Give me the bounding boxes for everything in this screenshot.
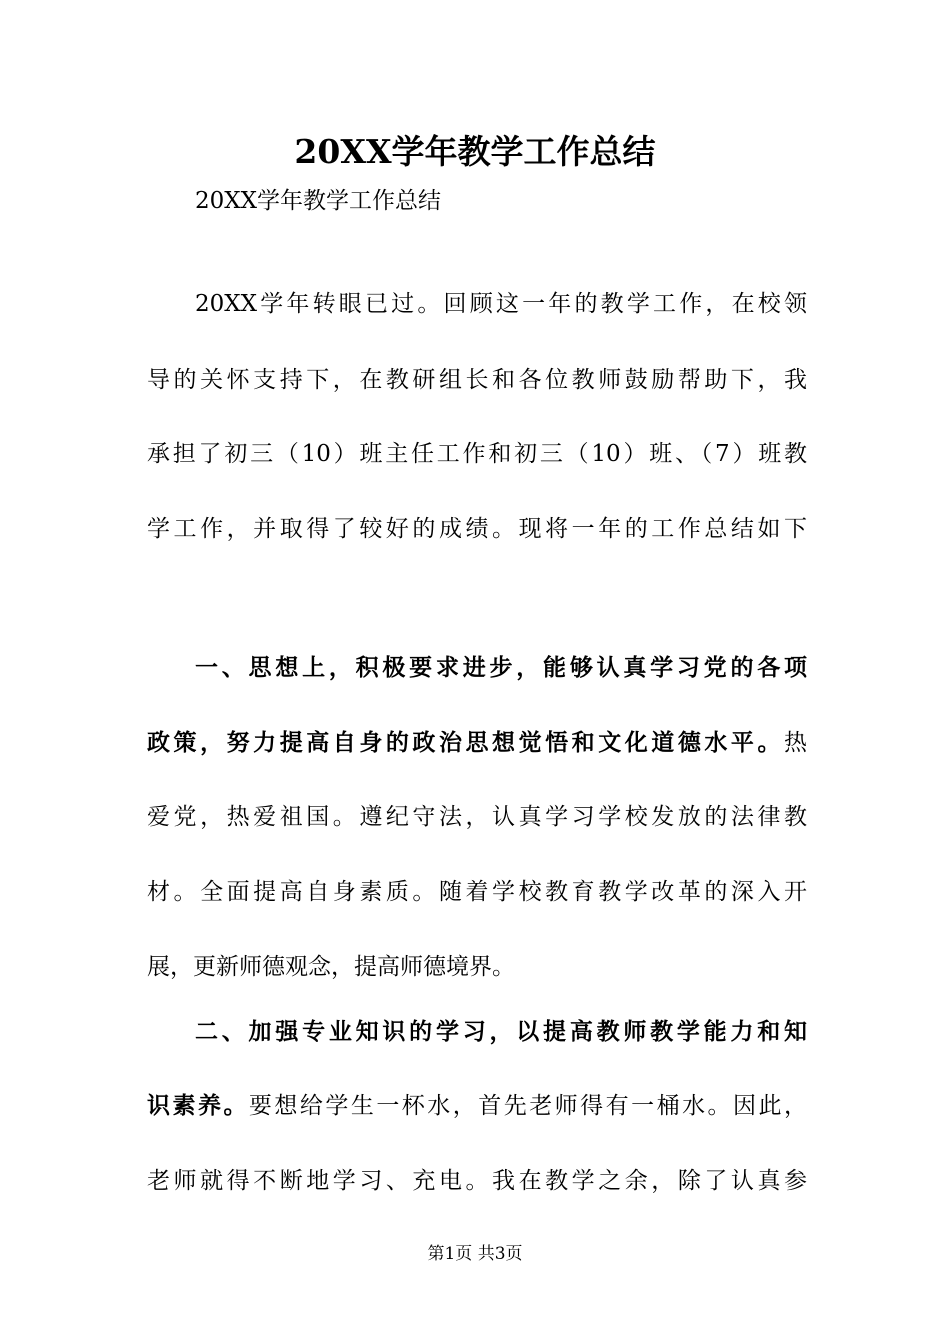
paragraph-line: 20XX学年转眼已过。回顾这一年的教学工作，在校领 bbox=[195, 291, 807, 317]
paragraph-line: 老师就得不断地学习、充电。我在教学之余，除了认真参 bbox=[147, 1168, 807, 1194]
bold-text: 二、加强专业知识的学习，以提高教师教学能力和知 bbox=[195, 1018, 807, 1045]
section-heading-line bbox=[195, 1012, 807, 1052]
body-text: 要想给学生一杯水，首先老师得有一桶水。因此， bbox=[248, 1093, 808, 1119]
bold-text: 政策，努力提高自身的政治思想觉悟和文化道德水平。 bbox=[147, 729, 784, 756]
paragraph-line: 承担了初三（10）班主任工作和初三（10）班、（7）班教 bbox=[147, 441, 807, 467]
page-number: 第1页 共3页 bbox=[427, 1244, 523, 1264]
document-subtitle: 20XX学年教学工作总结 bbox=[195, 188, 442, 214]
bold-text: 一、思想上，积极要求进步，能够认真学习党的各项 bbox=[195, 654, 807, 681]
paragraph-line: 爱党，热爱祖国。遵纪守法，认真学习学校发放的法律教 bbox=[147, 804, 807, 830]
paragraph-line bbox=[147, 1086, 807, 1126]
paragraph-line bbox=[147, 723, 807, 763]
paragraph-line: 展，更新师德观念，提高师德境界。 bbox=[147, 954, 515, 980]
bold-text: 识素养。 bbox=[147, 1092, 249, 1119]
section-heading-line bbox=[195, 648, 807, 688]
body-text: 热 bbox=[784, 730, 807, 756]
paragraph-line: 学工作，并取得了较好的成绩。现将一年的工作总结如下 bbox=[147, 516, 807, 542]
document-title: 20XX学年教学工作总结 bbox=[294, 132, 656, 171]
paragraph-line: 材。全面提高自身素质。随着学校教育教学改革的深入开 bbox=[147, 879, 807, 905]
paragraph-line: 导的关怀支持下，在教研组长和各位教师鼓励帮助下，我 bbox=[147, 367, 807, 393]
